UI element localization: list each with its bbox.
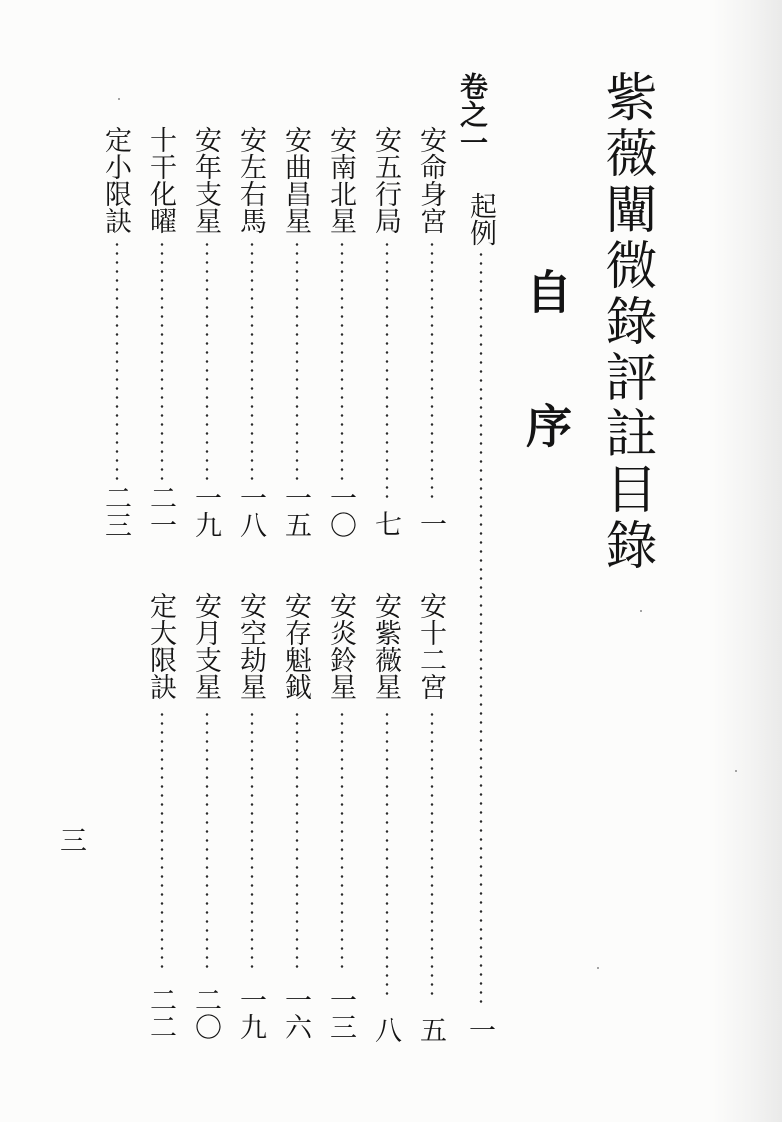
entry-page-number: 一 [415,510,446,537]
entry-page-number: 二一 [145,484,176,538]
entry-page-number: 一〇 [325,484,356,538]
entry-page-number: 一 [464,1016,495,1043]
entry-label: 安紫薇星 [370,592,401,700]
entry-label: 定大限訣 [145,592,176,700]
entry-page-number: 八 [370,1016,401,1043]
paper-speck [640,610,642,612]
entry-page-number: 一九 [190,484,221,538]
leader-dots [340,710,344,970]
entry-label: 安十二宮 [415,592,446,700]
page-fold-shadow [712,0,782,1122]
leader-dots [205,240,209,480]
entry-label: 安南北星 [325,126,356,234]
preface-heading: 自序 [519,268,573,536]
leader-dots [160,710,164,970]
entry-page-number: 二〇 [190,986,221,1040]
entry-label: 安左右馬 [235,126,266,234]
entry-page-number: 二二 [145,986,176,1040]
entry-label: 十干化曜 [145,126,176,234]
entry-page-number: 一六 [280,986,311,1040]
entry-label: 起例 [465,192,496,246]
entry-page-number: 一三 [325,986,356,1040]
entry-label: 安年支星 [190,126,221,234]
leader-dots [385,240,389,500]
paper-speck [118,98,120,100]
page-number: 三 [55,826,86,853]
leader-dots [295,710,299,970]
leader-dots [479,250,483,1005]
entry-label: 安月支星 [190,592,221,700]
paper-speck [597,967,599,969]
entry-label: 安五行局 [370,126,401,234]
toc-title: 紫薇闡微錄評註目錄 [596,70,656,574]
entry-label: 安空劫星 [235,592,266,700]
leader-dots [160,240,164,480]
entry-page-number: 五 [415,1016,446,1043]
leader-dots [250,710,254,970]
leader-dots [250,240,254,480]
entry-page-number: 七 [370,510,401,537]
leader-dots [340,240,344,480]
volume-heading: 卷之一 [456,72,489,156]
leader-dots [430,240,434,500]
leader-dots [430,710,434,1000]
entry-label: 安曲昌星 [280,126,311,234]
leader-dots [205,710,209,970]
entry-label: 安炎鈴星 [325,592,356,700]
entry-page-number: 二三 [100,484,131,538]
leader-dots [295,240,299,480]
entry-label: 安存魁鉞 [280,592,311,700]
entry-label: 定小限訣 [100,126,131,234]
entry-page-number: 一五 [280,484,311,538]
leader-dots [385,710,389,1000]
entry-page-number: 一八 [235,484,266,538]
entry-page-number: 一九 [235,986,266,1040]
entry-label: 安命身宮 [415,126,446,234]
leader-dots [115,240,119,480]
paper-speck [735,770,737,772]
